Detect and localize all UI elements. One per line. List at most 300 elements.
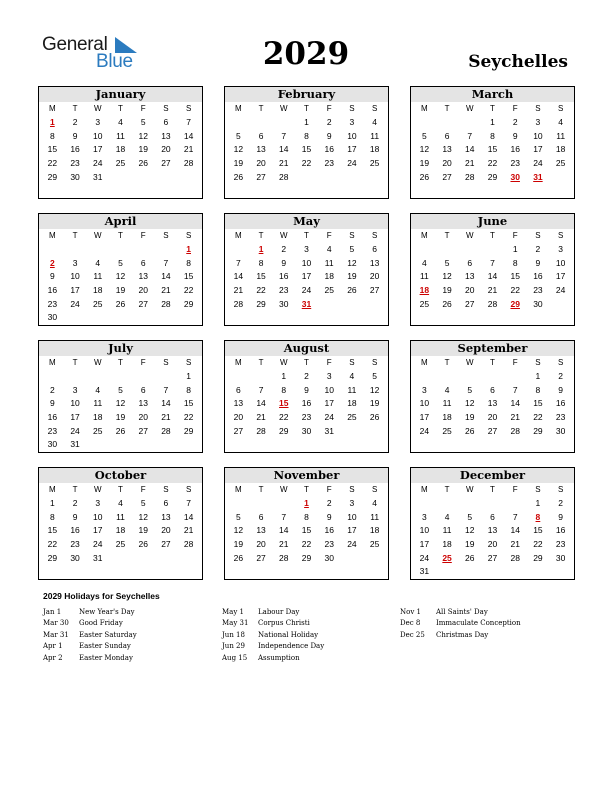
day-cell: 28 <box>487 298 498 309</box>
day-cell: 17 <box>93 525 103 536</box>
day-cell: 19 <box>233 539 244 550</box>
day-cell: 1 <box>49 498 55 508</box>
empty-day-cell <box>132 243 155 257</box>
day-cell: 21 <box>510 412 520 423</box>
empty-day-cell <box>481 497 504 511</box>
empty-day-cell <box>436 370 459 384</box>
day-cell: 26 <box>233 552 244 563</box>
day-cell: 27 <box>442 171 452 182</box>
day-cell: 26 <box>442 298 452 309</box>
day-cell: 11 <box>93 271 103 282</box>
day-cell: 24 <box>347 539 357 550</box>
day-cell: 26 <box>138 158 148 169</box>
day-cell: 6 <box>444 130 450 141</box>
day-cell: 29 <box>47 552 58 563</box>
day-cell: 15 <box>47 144 58 155</box>
day-cell: 27 <box>138 425 148 436</box>
day-cell: 18 <box>369 144 380 155</box>
day-cell: 6 <box>467 257 473 268</box>
day-cell: 13 <box>487 398 498 409</box>
day-cell: 10 <box>555 257 566 268</box>
day-cell: 6 <box>163 498 169 508</box>
day-cell: 25 <box>442 425 452 436</box>
empty-day-cell <box>413 243 436 257</box>
day-cell: 22 <box>487 158 498 169</box>
day-cell: 26 <box>138 539 148 550</box>
weekday-label: W <box>94 485 102 494</box>
day-grid <box>39 497 202 565</box>
weekday-header <box>225 483 388 496</box>
weekday-label: M <box>49 104 56 113</box>
weekday-label: T <box>304 358 309 367</box>
day-cell: 12 <box>115 271 126 282</box>
day-cell: 23 <box>555 412 566 423</box>
day-cell: 4 <box>326 244 332 254</box>
day-cell: 14 <box>510 398 520 409</box>
day-cell: 15 <box>47 525 58 536</box>
weekday-header <box>39 356 202 369</box>
holiday-date: Dec 25 <box>400 630 425 639</box>
holiday-name: All Saints' Day <box>436 608 488 616</box>
day-cell: 24 <box>419 552 430 563</box>
day-cell: 21 <box>279 539 289 550</box>
holiday-name: Easter Saturday <box>79 630 137 639</box>
day-cell: 26 <box>465 552 475 563</box>
day-cell: 18 <box>369 525 380 536</box>
day-cell: 11 <box>116 511 125 522</box>
day-cell: 23 <box>279 285 289 296</box>
day-cell: 13 <box>161 511 171 522</box>
day-cell: 13 <box>161 130 171 141</box>
day-cell: 14 <box>279 144 289 155</box>
day-cell: 29 <box>279 425 289 436</box>
weekday-label: W <box>280 104 288 113</box>
empty-day-cell <box>458 116 481 130</box>
day-cell: 7 <box>281 130 287 141</box>
empty-day-cell <box>458 243 481 257</box>
empty-day-cell <box>86 243 109 257</box>
day-cell: 26 <box>115 425 126 436</box>
day-cell: 18 <box>347 398 357 409</box>
weekday-label: S <box>371 485 378 494</box>
month-name: May <box>225 214 388 229</box>
day-cell: 28 <box>510 425 520 436</box>
day-cell: 17 <box>419 539 430 550</box>
holiday-date: Apr 2 <box>43 653 63 662</box>
day-cell: 3 <box>421 384 427 395</box>
empty-day-cell <box>86 370 109 384</box>
day-cell: 16 <box>47 285 58 296</box>
day-cell: 20 <box>233 412 244 423</box>
weekday-label: S <box>535 104 541 113</box>
weekday-label: M <box>235 485 242 494</box>
day-cell: 19 <box>138 525 148 536</box>
day-cell: 8 <box>304 130 309 141</box>
month-january <box>38 86 203 199</box>
day-cell: 13 <box>233 398 244 409</box>
weekday-label: W <box>280 485 288 494</box>
holiday-item <box>43 607 213 618</box>
day-cell: 3 <box>72 257 78 268</box>
day-cell: 20 <box>161 144 171 155</box>
day-cell: 12 <box>442 271 452 282</box>
day-cell: 25 <box>115 539 126 550</box>
holiday-item <box>43 630 213 641</box>
day-cell: 7 <box>512 384 518 395</box>
weekday-label: T <box>72 104 78 113</box>
day-cell: 12 <box>465 398 475 409</box>
weekday-label: T <box>444 231 450 240</box>
day-cell: 31 <box>324 425 334 436</box>
holiday-name: Easter Monday <box>79 653 133 662</box>
day-cell: 19 <box>465 412 475 423</box>
holiday-date: Dec 8 <box>400 619 421 628</box>
weekday-label: S <box>349 104 355 113</box>
day-cell: 2 <box>326 117 332 127</box>
empty-day-cell <box>132 370 155 384</box>
day-cell: 13 <box>465 271 475 282</box>
day-cell: 9 <box>49 271 55 282</box>
weekday-label: W <box>466 485 474 494</box>
day-cell: 3 <box>304 244 309 254</box>
month-name: June <box>411 214 574 229</box>
weekday-label: S <box>371 358 378 367</box>
empty-day-cell <box>227 497 250 511</box>
weekday-label: F <box>326 104 332 113</box>
day-cell: 8 <box>512 257 518 268</box>
day-cell: 11 <box>347 384 357 395</box>
empty-day-cell <box>227 243 250 257</box>
empty-day-cell <box>250 116 273 130</box>
day-cell: 19 <box>369 398 380 409</box>
holiday-name: Immaculate Conception <box>436 619 521 628</box>
day-cell: 20 <box>442 158 452 169</box>
day-cell: 27 <box>161 158 171 169</box>
weekday-label: S <box>349 485 355 494</box>
day-cell: 23 <box>70 539 80 550</box>
day-cell: 6 <box>140 257 146 268</box>
day-cell: 10 <box>419 525 430 536</box>
holiday-date: May 31 <box>222 619 249 628</box>
weekday-label: T <box>72 231 78 240</box>
weekday-label: W <box>280 231 288 240</box>
holiday-name: New Year's Day <box>79 608 135 616</box>
holiday-day-cell: 29 <box>510 298 520 309</box>
day-cell: 3 <box>349 498 355 508</box>
weekday-label: F <box>512 104 518 113</box>
weekday-label: M <box>49 358 56 367</box>
weekday-label: M <box>421 485 428 494</box>
day-cell: 21 <box>161 285 171 296</box>
weekday-header <box>411 229 574 242</box>
day-cell: 11 <box>442 398 452 409</box>
empty-day-cell <box>413 370 436 384</box>
month-name: March <box>411 87 574 102</box>
holiday-item <box>222 641 392 652</box>
day-cell: 2 <box>535 244 541 254</box>
day-cell: 24 <box>301 285 312 296</box>
weekday-header <box>411 102 574 115</box>
day-cell: 11 <box>324 257 334 268</box>
day-cell: 21 <box>233 285 244 296</box>
month-name: January <box>39 87 202 102</box>
weekday-label: W <box>466 104 474 113</box>
day-cell: 20 <box>256 539 266 550</box>
day-cell: 16 <box>555 398 566 409</box>
weekday-label: M <box>421 231 428 240</box>
day-cell: 20 <box>487 412 498 423</box>
day-cell: 3 <box>421 511 427 522</box>
weekday-header <box>411 483 574 496</box>
day-cell: 4 <box>118 498 123 508</box>
day-cell: 5 <box>444 257 450 268</box>
holiday-day-cell: 2 <box>49 257 55 268</box>
empty-day-cell <box>481 243 504 257</box>
weekday-label: F <box>140 231 146 240</box>
day-cell: 7 <box>163 384 169 395</box>
day-cell: 21 <box>487 285 498 296</box>
day-cell: 9 <box>558 384 563 395</box>
weekday-label: T <box>304 231 309 240</box>
day-cell: 11 <box>116 130 125 141</box>
empty-day-cell <box>227 370 250 384</box>
weekday-label: T <box>490 231 495 240</box>
day-cell: 13 <box>138 398 148 409</box>
day-cell: 9 <box>72 511 78 522</box>
weekday-header <box>39 102 202 115</box>
day-cell: 2 <box>512 117 518 127</box>
month-december <box>410 467 575 580</box>
day-cell: 2 <box>72 498 78 508</box>
month-name: July <box>39 341 202 356</box>
empty-day-cell <box>250 497 273 511</box>
day-cell: 13 <box>256 525 266 536</box>
day-cell: 8 <box>186 257 191 268</box>
empty-day-cell <box>458 370 481 384</box>
day-cell: 6 <box>372 244 377 254</box>
weekday-label: S <box>185 358 192 367</box>
day-cell: 23 <box>555 539 566 550</box>
day-cell: 19 <box>419 158 430 169</box>
holiday-day-cell: 15 <box>279 398 289 409</box>
day-cell: 30 <box>555 425 566 436</box>
day-cell: 24 <box>70 425 80 436</box>
empty-day-cell <box>436 116 459 130</box>
day-cell: 29 <box>533 425 543 436</box>
day-cell: 19 <box>115 412 126 423</box>
day-cell: 11 <box>370 511 380 522</box>
day-cell: 21 <box>510 539 520 550</box>
weekday-label: S <box>535 358 541 367</box>
day-cell: 25 <box>369 539 380 550</box>
empty-day-cell <box>413 497 436 511</box>
weekday-label: T <box>444 358 450 367</box>
day-cell: 28 <box>465 171 475 182</box>
day-cell: 1 <box>512 244 518 254</box>
weekday-label: M <box>235 104 242 113</box>
holiday-day-cell: 1 <box>49 117 55 127</box>
day-cell: 12 <box>369 384 380 395</box>
day-cell: 7 <box>186 498 191 508</box>
day-cell: 7 <box>490 257 495 268</box>
day-cell: 28 <box>183 158 194 169</box>
empty-day-cell <box>109 370 132 384</box>
day-cell: 23 <box>47 425 58 436</box>
weekday-label: S <box>535 485 541 494</box>
month-july <box>38 340 203 453</box>
day-cell: 30 <box>555 552 566 563</box>
day-cell: 8 <box>49 130 55 141</box>
day-cell: 1 <box>490 117 495 127</box>
day-cell: 6 <box>490 511 495 522</box>
logo-text-blue: Blue <box>96 51 133 72</box>
day-cell: 10 <box>347 130 357 141</box>
weekday-label: F <box>140 104 146 113</box>
day-cell: 22 <box>279 412 289 423</box>
day-cell: 15 <box>301 525 312 536</box>
empty-day-cell <box>155 243 178 257</box>
holiday-date: Nov 1 <box>400 608 421 616</box>
weekday-label: F <box>326 231 332 240</box>
day-cell: 19 <box>115 285 126 296</box>
day-cell: 21 <box>465 158 475 169</box>
day-cell: 4 <box>372 498 377 508</box>
day-cell: 7 <box>235 257 241 268</box>
month-name: September <box>411 341 574 356</box>
weekday-label: S <box>185 231 192 240</box>
day-cell: 10 <box>70 398 80 409</box>
holiday-day-cell: 18 <box>419 285 430 296</box>
day-cell: 11 <box>442 525 452 536</box>
weekday-label: T <box>258 485 264 494</box>
day-cell: 26 <box>115 298 126 309</box>
day-cell: 22 <box>533 412 543 423</box>
day-cell: 22 <box>47 158 58 169</box>
weekday-label: T <box>258 104 264 113</box>
day-cell: 5 <box>235 130 241 141</box>
holiday-name: Labour Day <box>258 608 300 616</box>
day-cell: 21 <box>161 412 171 423</box>
day-cell: 18 <box>442 539 452 550</box>
day-cell: 29 <box>301 552 312 563</box>
day-cell: 25 <box>347 412 357 423</box>
day-cell: 16 <box>70 525 80 536</box>
day-cell: 18 <box>115 525 126 536</box>
weekday-label: S <box>163 231 169 240</box>
holiday-date: Apr 1 <box>43 642 63 651</box>
weekday-label: S <box>163 485 169 494</box>
holiday-date: Mar 30 <box>43 619 69 628</box>
day-cell: 30 <box>533 298 543 309</box>
day-cell: 22 <box>183 412 194 423</box>
holiday-name: Assumption <box>258 653 300 662</box>
day-grid <box>39 370 202 452</box>
day-cell: 17 <box>93 144 103 155</box>
weekday-label: T <box>304 104 309 113</box>
weekday-label: S <box>371 104 378 113</box>
day-cell: 5 <box>372 371 377 381</box>
day-cell: 13 <box>487 525 498 536</box>
weekday-label: T <box>444 485 450 494</box>
empty-day-cell <box>436 497 459 511</box>
holiday-name: Corpus Christi <box>258 619 310 628</box>
day-cell: 31 <box>93 552 103 563</box>
day-cell: 16 <box>324 144 334 155</box>
day-cell: 27 <box>138 298 148 309</box>
weekday-label: S <box>557 358 564 367</box>
day-cell: 8 <box>490 130 495 141</box>
empty-day-cell <box>272 497 295 511</box>
day-cell: 23 <box>324 158 334 169</box>
month-november <box>224 467 389 580</box>
day-cell: 17 <box>301 271 312 282</box>
day-cell: 30 <box>279 298 289 309</box>
month-june <box>410 213 575 326</box>
day-cell: 18 <box>324 271 334 282</box>
holiday-item <box>43 618 213 629</box>
day-cell: 9 <box>558 511 563 522</box>
holiday-item <box>222 630 392 641</box>
holidays-column <box>222 607 392 664</box>
holiday-day-cell: 1 <box>304 498 309 508</box>
day-cell: 8 <box>281 384 287 395</box>
weekday-label: S <box>557 231 564 240</box>
day-cell: 28 <box>161 425 171 436</box>
day-cell: 10 <box>533 130 543 141</box>
weekday-label: W <box>466 231 474 240</box>
day-cell: 29 <box>47 171 58 182</box>
day-cell: 17 <box>347 525 357 536</box>
day-cell: 2 <box>304 371 309 381</box>
month-october <box>38 467 203 580</box>
day-cell: 5 <box>118 384 123 395</box>
day-cell: 29 <box>487 171 498 182</box>
day-cell: 22 <box>183 285 194 296</box>
holidays-title: 2029 Holidays for Seychelles <box>43 591 160 601</box>
day-cell: 6 <box>490 384 495 395</box>
day-cell: 24 <box>324 412 334 423</box>
day-cell: 5 <box>140 117 146 127</box>
day-cell: 10 <box>324 384 334 395</box>
day-cell: 17 <box>70 285 80 296</box>
day-cell: 30 <box>70 552 80 563</box>
weekday-label: S <box>535 231 541 240</box>
weekday-header <box>39 229 202 242</box>
day-cell: 10 <box>419 398 430 409</box>
holiday-name: Good Friday <box>79 619 123 628</box>
day-cell: 20 <box>138 412 148 423</box>
month-february <box>224 86 389 199</box>
weekday-label: M <box>421 104 428 113</box>
day-cell: 12 <box>138 130 148 141</box>
day-cell: 4 <box>372 117 377 127</box>
day-cell: 24 <box>533 158 543 169</box>
day-cell: 6 <box>163 117 169 127</box>
day-cell: 7 <box>163 257 169 268</box>
day-cell: 10 <box>70 271 80 282</box>
day-cell: 10 <box>301 257 312 268</box>
day-cell: 6 <box>235 384 241 395</box>
day-cell: 12 <box>233 144 244 155</box>
day-grid <box>225 243 388 311</box>
day-cell: 15 <box>256 271 266 282</box>
day-grid <box>225 497 388 565</box>
day-cell: 8 <box>304 511 309 522</box>
day-cell: 25 <box>324 285 334 296</box>
day-cell: 31 <box>93 171 103 182</box>
day-cell: 1 <box>304 117 309 127</box>
day-cell: 26 <box>233 171 244 182</box>
